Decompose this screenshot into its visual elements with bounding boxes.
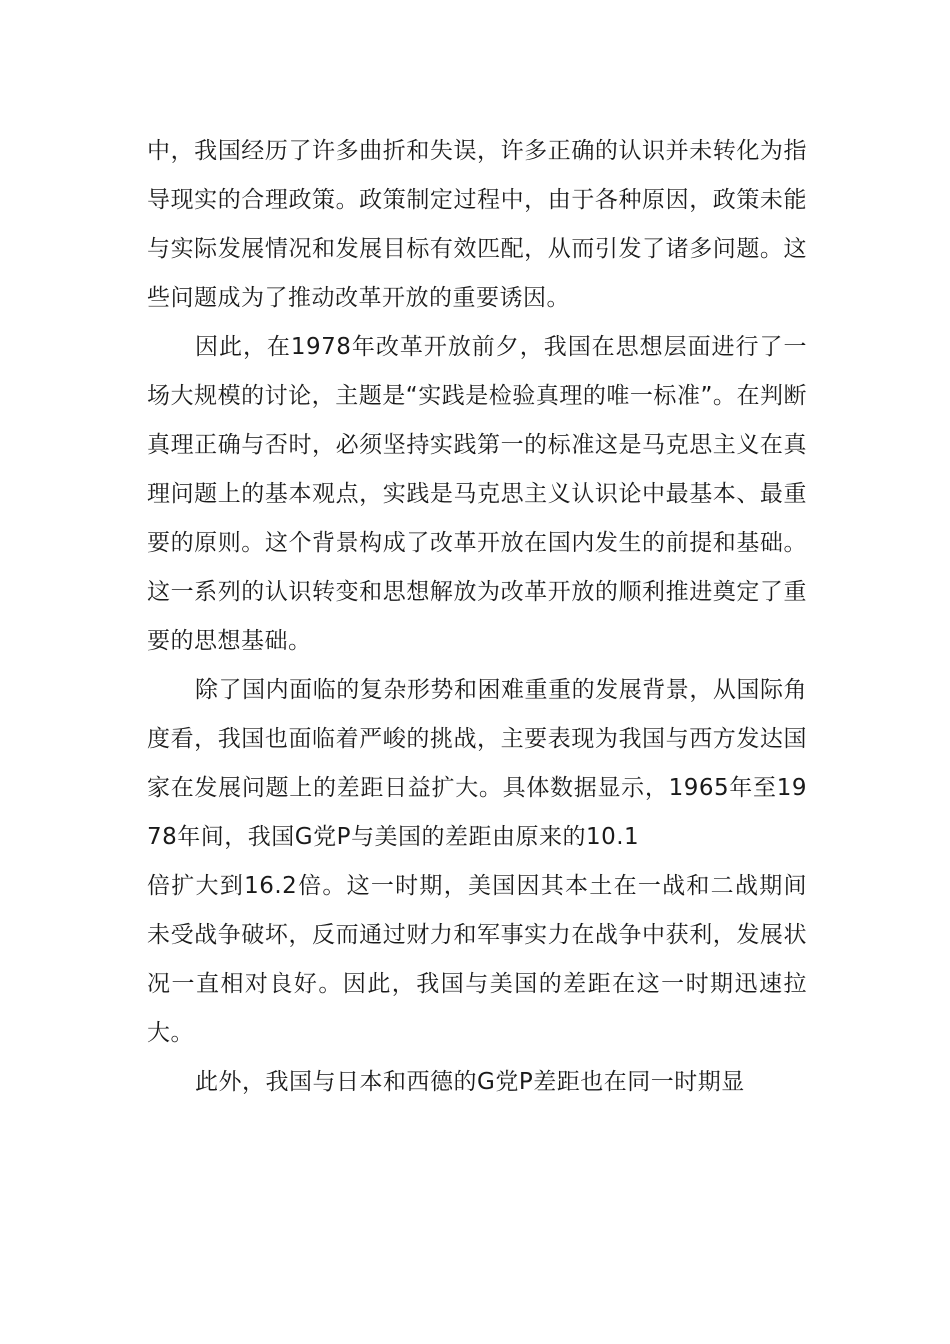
paragraph-3: 除了国内面临的复杂形势和困难重重的发展背景，从国际角度看，我国也面临着严峻的挑战，主要表现为我国与西方发达国家在发展问题上的差距日益扩大。具体数据显示，1965年至1978年间，我国G党P与美国的差距由原来的10.1	[147, 677, 807, 850]
paragraph-4: 倍扩大到16.2倍。这一时期，美国因其本土在一战和二战期间未受战争破坏，反而通过财力和军事实力在战争中获利，发展状况一直相对良好。因此，我国与美国的差距在这一时期迅速拉大。	[147, 873, 807, 1046]
body-text	[147, 127, 807, 1107]
paragraph-1: 中，我国经历了许多曲折和失误，许多正确的认识并未转化为指导现实的合理政策。政策制定过程中，由于各种原因，政策未能与实际发展情况和发展目标有效匹配，从而引发了诸多问题。这些问题成为了推动改革开放的重要诱因。	[147, 138, 807, 311]
paragraph-5: 此外，我国与日本和西德的G党P差距也在同一时期显	[195, 1069, 745, 1095]
paragraph-2: 因此，在1978年改革开放前夕，我国在思想层面进行了一场大规模的讨论，主题是“实践是检验真理的唯一标准”。在判断真理正确与否时，必须坚持实践第一的标准这是马克思主义在真理问题上的基本观点，实践是马克思主义认识论中最基本、最重要的原则。这个背景构成了改革开放在国内发生的前提和基础。这一系列的认识转变和思想解放为改革开放的顺利推进奠定了重要的思想基础。	[147, 334, 807, 654]
